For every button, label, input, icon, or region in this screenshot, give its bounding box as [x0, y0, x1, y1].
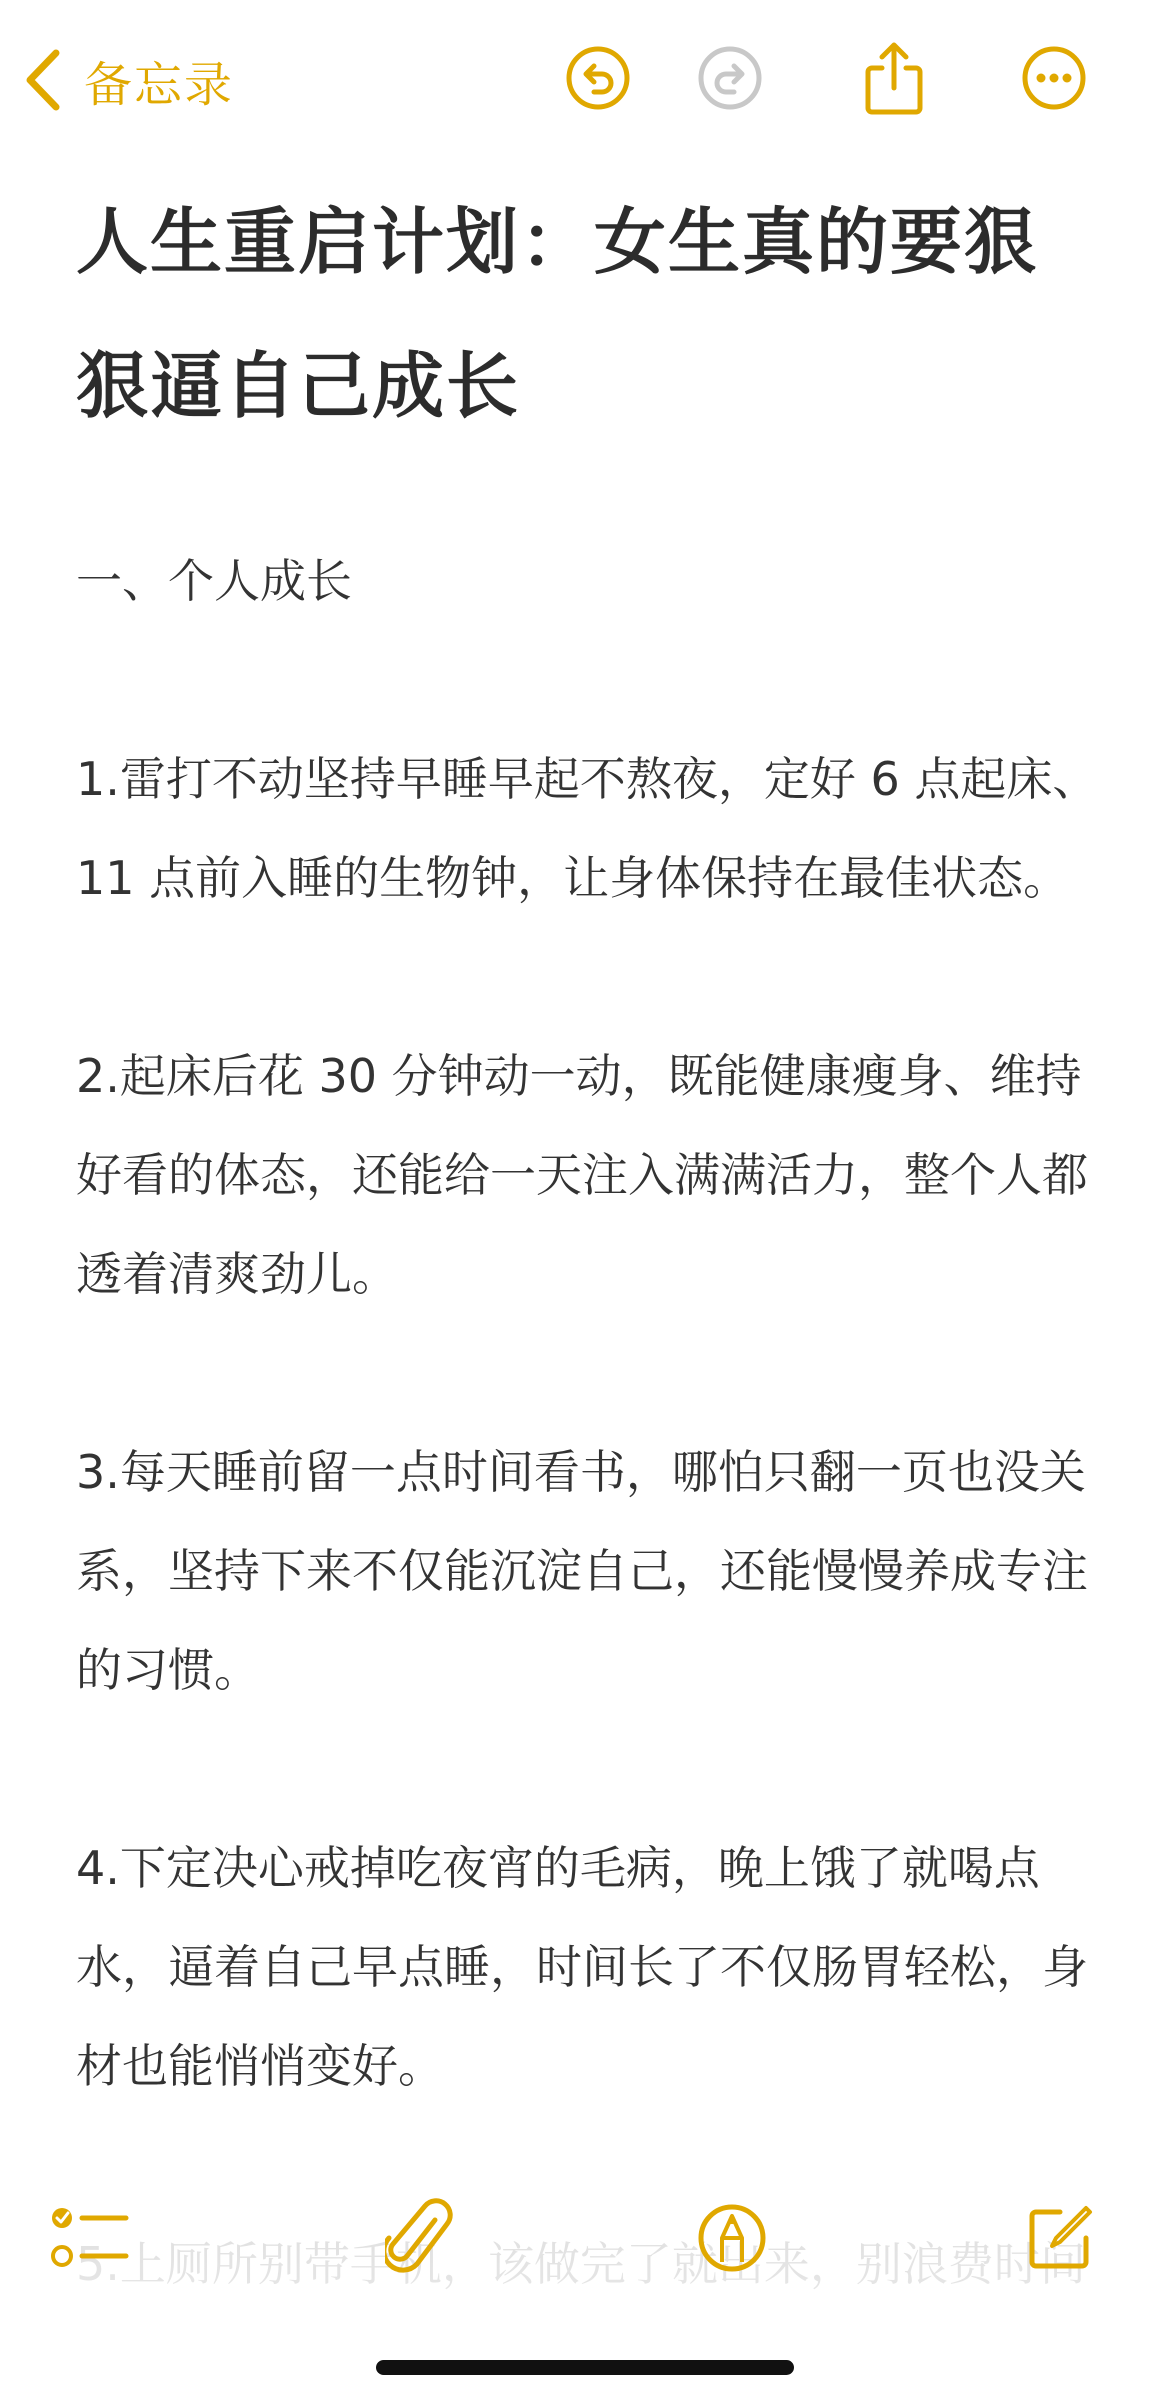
note-title: 人生重启计划：女生真的要狠狠逼自己成长 [76, 200, 1039, 428]
note-paragraph: 4.下定决心戒掉吃夜宵的毛病，晚上饿了就喝点水，逼着自己早点睡，时间长了不仅肠胃轻松，身材也能悄悄变好。 [76, 1841, 1088, 2093]
markup-button[interactable] [682, 2190, 782, 2290]
undo-icon [564, 44, 632, 112]
share-button[interactable] [854, 38, 934, 118]
back-button[interactable] [22, 40, 234, 120]
attachment-button[interactable] [370, 2190, 470, 2290]
home-indicator[interactable] [376, 2360, 794, 2375]
note-paragraph: 1.雷打不动坚持早睡早起不熬夜，定好 6 点起床、11 点前入睡的生物钟，让身体保持在最佳状态。 [76, 752, 1099, 905]
markup-pen-icon [696, 2202, 768, 2278]
compose-icon [1024, 2202, 1096, 2278]
navigation-bar [0, 0, 1170, 160]
checklist-icon [50, 2202, 130, 2278]
checklist-button[interactable] [40, 2190, 140, 2290]
redo-button[interactable] [690, 38, 770, 118]
note-paragraph: 3.每天睡前留一点时间看书，哪怕只翻一页也没关系，坚持下来不仅能沉淀自己，还能慢慢养成专注的习惯。 [76, 1445, 1088, 1697]
redo-icon [696, 44, 764, 112]
note-body[interactable] [76, 170, 1106, 2314]
back-button-label: 备忘录 [84, 56, 235, 113]
paperclip-icon [385, 2198, 455, 2282]
more-icon [1020, 44, 1088, 112]
undo-button[interactable] [558, 38, 638, 118]
chevron-left-icon [22, 47, 62, 113]
share-icon [862, 40, 926, 116]
bottom-toolbar [0, 2190, 1170, 2290]
compose-button[interactable] [1010, 2190, 1110, 2290]
more-button[interactable] [1014, 38, 1094, 118]
note-paragraph: 2.起床后花 30 分钟动一动，既能健康瘦身、维持好看的体态，还能给一天注入满满活力，整个人都透着清爽劲儿。 [76, 1049, 1088, 1301]
section-heading: 一、个人成长 [76, 554, 352, 608]
